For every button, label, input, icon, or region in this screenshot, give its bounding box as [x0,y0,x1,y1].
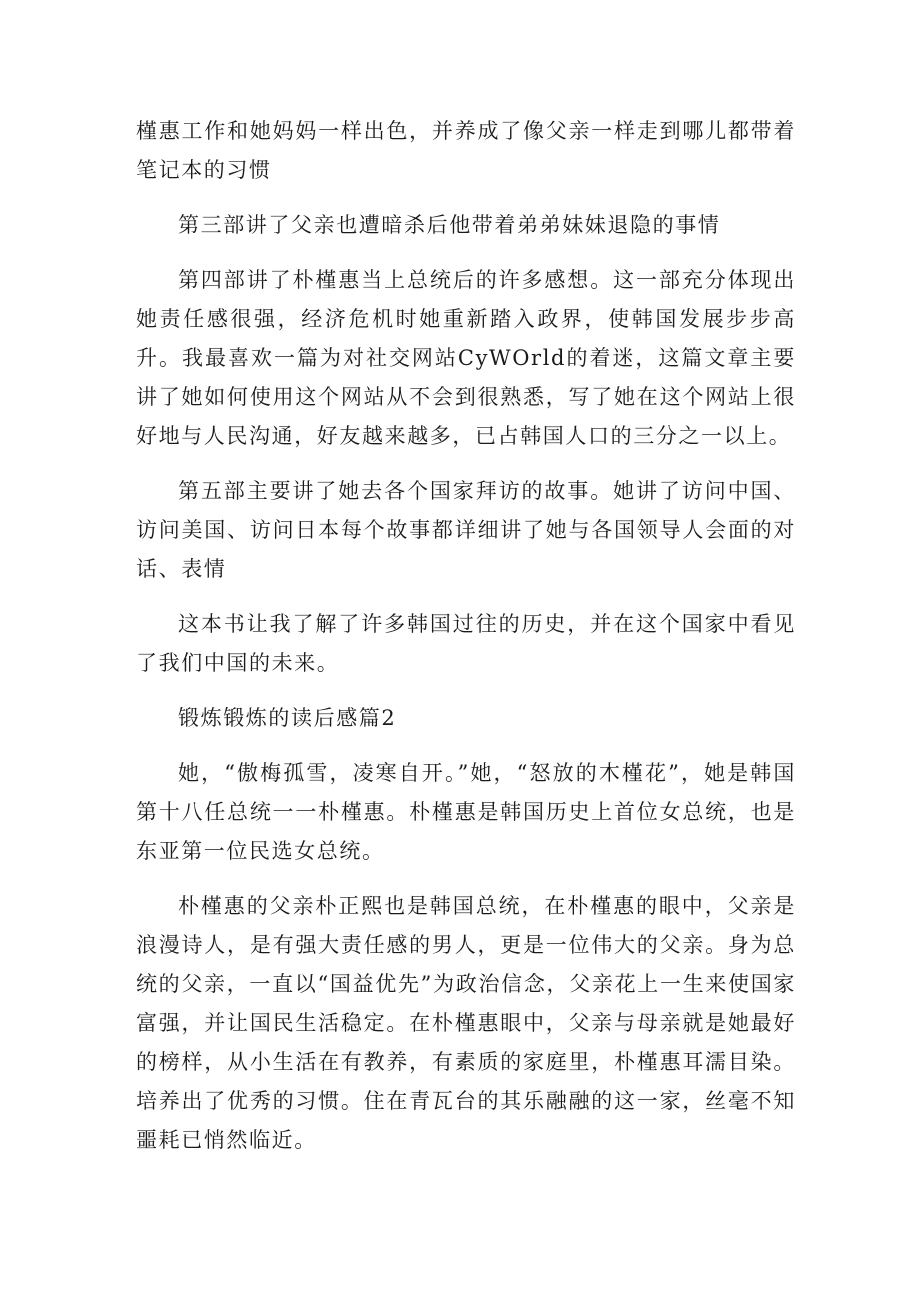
paragraph-father: 朴槿惠的父亲朴正熙也是韩国总统，在朴槿惠的眼中，父亲是浪漫诗人，是有强大责任感的男人，更是一位伟大的父亲。身为总统的父亲，一直以“国益优先”为政治信念，父亲花上一生来使国家富强，并让国民生活稳定。在朴槿惠眼中，父亲与母亲就是她最好的榜样，从小生活在有教养，有素质的家庭里，朴槿惠耳濡目染。培养出了优秀的习惯。住在青瓦台的其乐融融的这一家，丝毫不知噩耗已悄然临近。 [136,894,796,1152]
paragraph-continuation: 槿惠工作和她妈妈一样出色，并养成了像父亲一样走到哪儿都带着笔记本的习惯 [136,119,796,182]
paragraph-intro: 她，“傲梅孤雪，凌寒自开。”她，“怒放的木槿花”，她是韩国第十八任总统一一朴槿惠。朴槿惠是韩国历史上首位女总统，也是东亚第一位民选女总统。 [136,761,796,863]
paragraph-conclusion: 这本书让我了解了许多韩国过往的历史，并在这个国家中看见了我们中国的未来。 [136,612,796,675]
section-heading: 锻炼锻炼的读后感篇2 [178,706,397,730]
paragraph-part-five: 第五部主要讲了她去各个国家拜访的故事。她讲了访问中国、访问美国、访问日本每个故事都详细讲了她与各国领导人会面的对话、表情 [136,479,796,581]
paragraph-part-four: 第四部讲了朴槿惠当上总统后的许多感想。这一部充分体现出她责任感很强，经济危机时她重新踏入政界，使韩国发展步步高升。我最喜欢一篇为对社交网站CyWOrld的着迷，这篇文章主要讲了她如何使用这个网站从不会到很熟悉，写了她在这个网站上很好地与人民沟通，好友越来越多，已占韩国人口的三分之一以上。 [136,268,796,448]
paragraph-part-three: 第三部讲了父亲也遭暗杀后他带着弟弟妹妹退隐的事情 [178,213,721,237]
document-body [136,112,796,1176]
